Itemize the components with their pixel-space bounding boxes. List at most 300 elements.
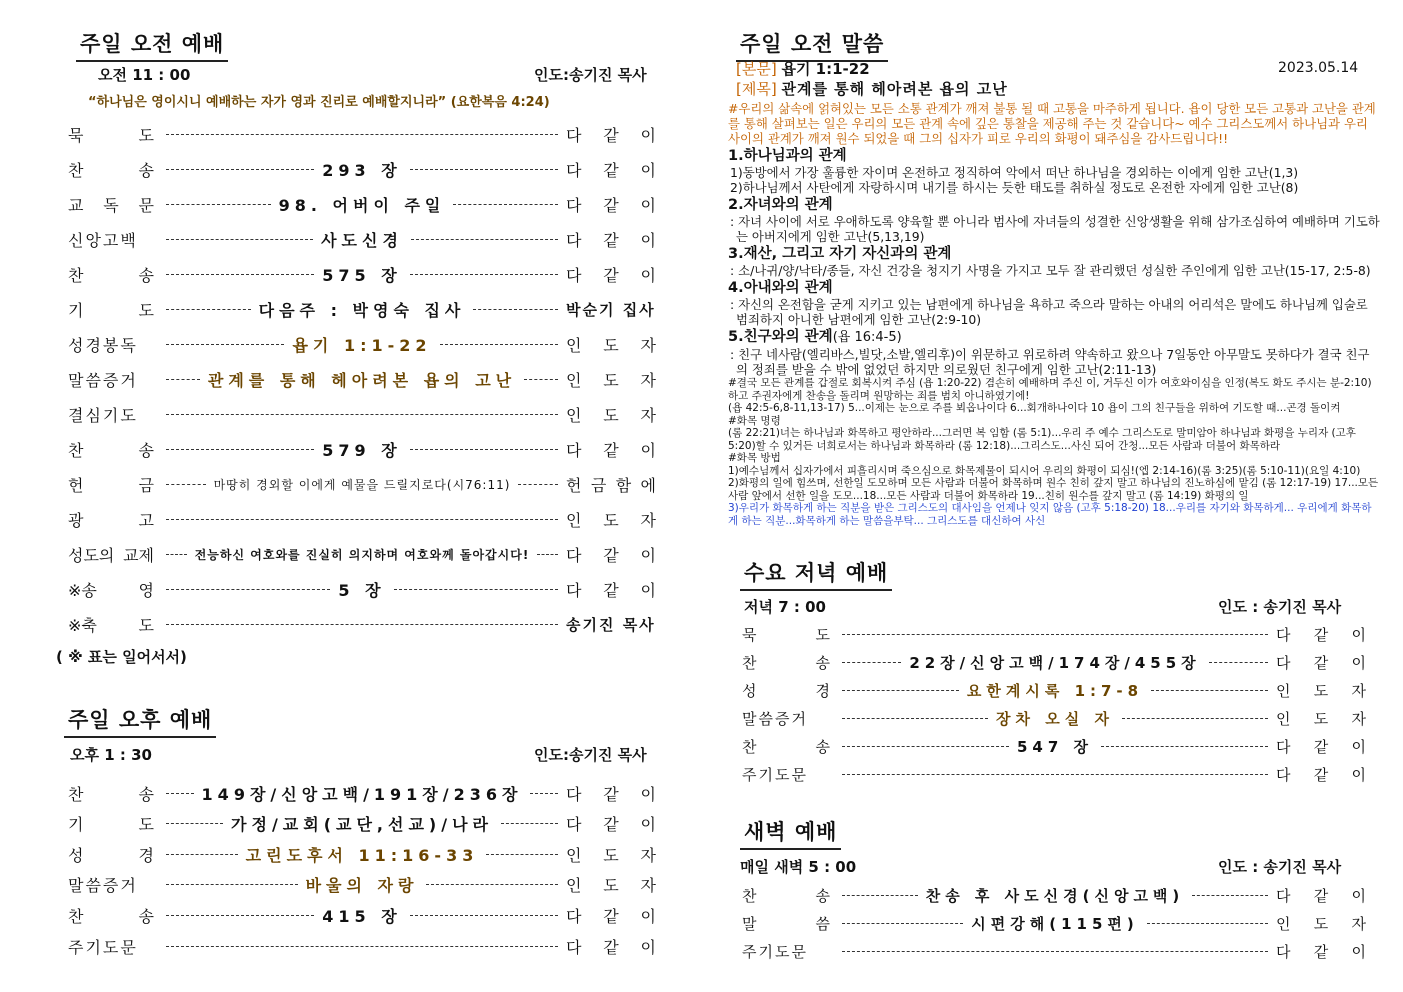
order-label-part: 교제 — [123, 545, 154, 565]
order-row — [742, 623, 1366, 645]
point-line: 1)동방에서 가장 훌륭한 자이며 온전하고 정직하여 악에서 떠난 하나님을 경외하는 이에게 임한 고난(1,3) — [730, 165, 1299, 180]
order-label — [68, 298, 162, 321]
order-label-part: 도 — [138, 815, 154, 835]
order-responder — [562, 123, 656, 146]
order-row — [742, 707, 1366, 729]
order-label-part: 찬 — [68, 784, 84, 804]
order-label-part: 교 — [68, 195, 84, 215]
order-responder — [1272, 680, 1366, 701]
order-content — [162, 782, 562, 805]
responder-char: 같 — [603, 440, 619, 460]
sermon-note: 2)화평의 일에 힘쓰며, 선한일 도모하며 모든 사람과 더불어 화목하며 원수 친히 갚지 말고 하나님의 진노하심에 맡김 (롬 12:17-19) 17...모든 사람 앞에서 선한 일을 도모...18...모든 사람과 더불어 화목하라 19...친히 원수를 갚지 말고 (롬 14:19) 화평의 일 — [728, 477, 1379, 502]
responder-char: 이 — [1351, 737, 1366, 756]
dashed-leader — [524, 379, 558, 380]
order-label-part: 송 — [138, 906, 154, 926]
responder-char: 이 — [640, 906, 656, 926]
dashed-leader — [842, 718, 988, 719]
dashed-leader — [501, 823, 558, 824]
sermon-subject: 관계를 통해 헤아려본 욥의 고난 — [781, 80, 1008, 98]
order-content — [162, 843, 562, 866]
order-label-part: 독 — [103, 195, 119, 215]
dashed-leader — [1192, 895, 1268, 896]
dashed-leader — [1147, 923, 1268, 924]
order-row — [68, 903, 656, 927]
responder-char: 다 — [1276, 765, 1291, 784]
order-row — [68, 122, 656, 146]
responder-char: 다 — [566, 265, 582, 285]
point-line: 2)하나님께서 사탄에게 자랑하시며 내기를 하시는 듯한 태도를 취하실 정도로 온전한 자에게 임한 고난(8) — [730, 180, 1299, 195]
order-label-part: 씀 — [815, 914, 830, 933]
order-responder — [562, 193, 656, 216]
order-row — [68, 542, 656, 566]
responder-char: 도 — [603, 876, 619, 896]
responder-char: 다 — [1276, 886, 1291, 905]
order-label-part: 찬 — [68, 160, 84, 180]
order-row — [68, 873, 656, 897]
order-item: 고린도후서 11:16-33 — [245, 845, 479, 865]
morning-leader: 인도:송기진 목사 — [534, 66, 647, 84]
order-row — [742, 884, 1366, 906]
afternoon-leader: 인도:송기진 목사 — [534, 746, 647, 764]
order-label-part: 말씀증거 — [68, 876, 138, 896]
sermon-note: (욥 42:5-6,8-11,13-17) 5...이제는 눈으로 주를 뵈옵나이다 6...회개하나이다 10 욥이 그의 친구들을 위하여 기도할 때...곤경 돌이켜 — [728, 402, 1341, 414]
responder-char: 인 — [1276, 914, 1291, 933]
dashed-leader — [166, 915, 314, 916]
responder-char: 자 — [640, 370, 656, 390]
responder-char: 다 — [1276, 737, 1291, 756]
order-label — [742, 941, 838, 962]
order-label — [742, 764, 838, 785]
order-label — [742, 736, 838, 757]
responder-char: 같 — [603, 230, 619, 250]
order-row — [68, 367, 656, 391]
dashed-leader — [842, 895, 918, 896]
point-heading: 1.하나님과의 관계 — [728, 148, 847, 164]
dashed-leader — [842, 774, 1268, 775]
point-heading-ref: (욥 16:4-5) — [832, 330, 902, 345]
dashed-leader — [166, 854, 238, 855]
dashed-leader — [166, 309, 251, 310]
order-responder — [562, 403, 656, 426]
order-label — [68, 543, 162, 566]
order-content — [838, 680, 1272, 701]
order-row — [742, 763, 1366, 785]
order-label — [68, 123, 162, 146]
dashed-leader — [411, 239, 558, 240]
responder-char: 자 — [640, 845, 656, 865]
scripture-line — [736, 58, 870, 79]
order-responder — [562, 873, 656, 896]
order-content — [162, 368, 562, 391]
dashed-leader — [166, 554, 187, 555]
dashed-leader — [1122, 718, 1268, 719]
order-row — [68, 262, 656, 286]
responder-char: 인 — [566, 405, 582, 425]
order-label-part: ※송 — [68, 580, 97, 600]
order-label-part: ※축 — [68, 615, 97, 635]
responder-char: 이 — [640, 545, 656, 565]
order-row — [742, 651, 1366, 673]
order-label-part: 도 — [138, 300, 154, 320]
order-responder — [562, 935, 656, 958]
order-content — [162, 624, 562, 625]
point-heading: 4.아내와의 관계 — [728, 280, 833, 296]
order-row — [68, 297, 656, 321]
order-label-part: 송 — [815, 737, 830, 756]
responder-char: 도 — [1313, 914, 1329, 933]
order-item: 찬송 후 사도신경(신앙고백) — [925, 886, 1185, 905]
order-label-part: 광 — [68, 510, 84, 530]
dashed-leader — [473, 309, 558, 310]
dashed-leader — [394, 589, 558, 590]
order-label-part: 고 — [138, 510, 154, 530]
sermon-outline — [728, 101, 1380, 527]
order-item: 장차 오실 자 — [996, 709, 1114, 728]
responder-char: 같 — [603, 784, 619, 804]
dashed-leader — [410, 274, 558, 275]
responder-char: 자 — [640, 510, 656, 530]
order-label — [68, 935, 162, 958]
responder-char: 같 — [1313, 886, 1329, 905]
responder-char: 도 — [603, 845, 619, 865]
order-label — [68, 333, 162, 356]
dashed-leader — [410, 449, 558, 450]
responder-char: 에 — [640, 475, 656, 495]
order-content — [838, 652, 1272, 673]
responder-char: 이 — [640, 265, 656, 285]
order-row — [68, 612, 656, 636]
order-responder — [562, 782, 656, 805]
wednesday-time: 저녁 7 : 00 — [744, 598, 826, 616]
order-item: 바울의 자랑 — [305, 876, 419, 896]
responder-char: 같 — [1313, 653, 1329, 672]
order-label — [68, 403, 162, 426]
order-responder — [562, 158, 656, 181]
order-label-part: 결심기도 — [68, 405, 138, 425]
order-item: 5 장 — [338, 580, 386, 600]
responder-char: 이 — [1351, 942, 1366, 961]
order-label-part: 송 — [138, 160, 154, 180]
order-label-part: 말씀증거 — [742, 709, 808, 728]
responder-char: 같 — [603, 160, 619, 180]
dashed-leader — [842, 746, 1009, 747]
order-label-part: 찬 — [68, 906, 84, 926]
order-label-part: 송 — [138, 440, 154, 460]
sermon-note: 1)예수님께서 십자가에서 피흘리시며 죽으심으로 화목제물이 되시어 우리의 화평이 되심!(엡 2:14-16)(롬 3:25)(롬 5:10-11)(요일 4:10) — [728, 464, 1361, 477]
order-content — [162, 134, 562, 135]
responder-char: 같 — [603, 125, 619, 145]
order-label — [68, 473, 162, 496]
order-content — [162, 812, 562, 835]
point-line: : 자녀 사이에 서로 우애하도록 양육할 뿐 아니라 범사에 자녀들의 성결한 신앙생활을 위해 삼가조심하여 예배하며 기도하는 아버지에게 임한 고난(5,13,19) — [730, 214, 1380, 244]
order-content — [162, 476, 562, 493]
dashed-leader — [166, 884, 298, 885]
responder-char: 같 — [603, 937, 619, 957]
responder-char: 같 — [1313, 765, 1329, 784]
dashed-leader — [166, 414, 558, 415]
responder-char: 같 — [603, 815, 619, 835]
order-responder — [1272, 913, 1366, 934]
responder-char: 다 — [566, 545, 582, 565]
point-line: : 친구 네사람(엘리바스,빌닷,소발,엘리후)이 위문하고 위로하려 약속하고 왔으나 7일동안 아무말도 못하다가 결국 친구의 정죄를 받을 수 밖에 없었던 하지만 의로웠던 친구에게 임한 고난(2:11-13) — [730, 347, 1370, 377]
responder-char: 같 — [603, 195, 619, 215]
responder-char: 같 — [1313, 737, 1329, 756]
sermon-title: 주일 오전 말씀 — [736, 28, 888, 62]
order-responder — [562, 843, 656, 866]
sermon-note: (롬 22:21)너는 하나님과 화목하고 평안하라...그러면 복 임함 (롬 5:1)...우리 주 예수 그리스도로 말미암아 하나님과 화평을 누리자 (고후 5:20)할 수 있거든 너희로서는 하나님과 화목하라 (롬 12:18)...그리스도...사신 되어 간청...모든 사람과 더불어 화목하라 — [728, 427, 1356, 452]
responder-char: 자 — [640, 335, 656, 355]
responder-char: 도 — [603, 335, 619, 355]
responder-char: 자 — [1351, 681, 1366, 700]
order-item: 415 장 — [322, 906, 402, 926]
wednesday-service-title: 수요 저녁 예배 — [740, 557, 892, 591]
sermon-note: 3)우리가 화목하게 하는 직분을 받은 그리스도의 대사임을 언제나 잊지 않음 (고후 5:18-20) 18...우리를 자기와 화목하게... 우리에게 화목하게 하는 직분...화목하게 하는 말씀을부탁... 그리스도를 대신하여 사신 — [728, 502, 1372, 527]
dashed-leader — [166, 344, 284, 345]
order-label-part: 기 — [68, 815, 84, 835]
order-label-part: 주기도문 — [742, 942, 808, 961]
order-label-part: 주기도문 — [742, 765, 808, 784]
responder-char: 인 — [566, 370, 582, 390]
order-label-part: 묵 — [68, 125, 84, 145]
order-content — [162, 228, 562, 251]
order-content — [838, 885, 1272, 906]
order-responder — [1272, 885, 1366, 906]
order-item: 전능하신 여호와를 진실히 의지하며 여호와께 돌아갑시다! — [194, 547, 530, 562]
responder-char: 인 — [566, 876, 582, 896]
order-label-part: 주기도문 — [68, 937, 138, 957]
responder-char: 이 — [1351, 886, 1366, 905]
responder-char: 다 — [566, 815, 582, 835]
order-row — [68, 437, 656, 461]
responder-char: 인 — [566, 510, 582, 530]
responder-char: 함 — [615, 475, 632, 495]
order-content — [838, 634, 1272, 635]
dashed-leader — [166, 169, 314, 170]
order-content — [162, 158, 562, 181]
responder-char: 인 — [1276, 709, 1291, 728]
order-label — [68, 193, 162, 216]
order-content — [162, 546, 562, 563]
order-content — [838, 708, 1272, 729]
order-label — [68, 508, 162, 531]
dashed-leader — [166, 449, 314, 450]
order-label-part: 금 — [138, 475, 154, 495]
responder-char: 다 — [566, 125, 582, 145]
scripture-ref: 욥기 1:1-22 — [781, 60, 870, 78]
morning-service-title: 주일 오전 예배 — [76, 28, 228, 62]
subject-tag: [제목] — [736, 80, 777, 98]
order-content — [162, 519, 562, 520]
order-responder — [562, 368, 656, 391]
subject-line — [736, 78, 1008, 99]
sermon-note: #화목 명령 — [728, 414, 781, 427]
order-responder: 박순기 집사 — [566, 300, 656, 319]
order-item: 욥기 1:1-22 — [292, 335, 432, 355]
order-responder — [562, 812, 656, 835]
responder-char: 이 — [1351, 625, 1366, 644]
order-content — [162, 578, 562, 601]
point-heading: 3.재산, 그리고 자기 자신과의 관계 — [728, 246, 952, 262]
responder-char: 이 — [640, 125, 656, 145]
order-label-part: 송 — [815, 653, 830, 672]
order-responder — [1272, 624, 1366, 645]
responder-char: 같 — [1313, 625, 1329, 644]
order-label — [742, 708, 838, 729]
dashed-leader — [410, 915, 558, 916]
order-responder — [562, 438, 656, 461]
dashed-leader — [410, 169, 558, 170]
order-item: 시편강해(115편) — [971, 914, 1139, 933]
point-heading — [728, 328, 1380, 347]
order-responder — [562, 508, 656, 531]
order-row — [742, 679, 1366, 701]
responder-char: 자 — [1351, 914, 1366, 933]
order-label — [68, 904, 162, 927]
responder-char: 이 — [1351, 653, 1366, 672]
order-label-part: 말 — [742, 914, 757, 933]
responder-char: 다 — [1276, 625, 1291, 644]
order-row — [68, 781, 656, 805]
order-content — [162, 946, 562, 947]
order-responder — [1272, 736, 1366, 757]
order-label-part: 성 — [68, 845, 84, 865]
order-item: 575 장 — [322, 265, 402, 285]
dashed-leader — [166, 274, 314, 275]
dashed-leader — [1209, 662, 1268, 663]
dashed-leader — [842, 951, 1268, 952]
scripture-tag: [본문] — [736, 60, 777, 78]
order-row — [742, 735, 1366, 757]
responder-char: 인 — [1276, 681, 1291, 700]
order-item: 관계를 통해 헤아려본 욥의 고난 — [207, 370, 517, 390]
order-responder — [562, 263, 656, 286]
dashed-leader — [166, 239, 313, 240]
responder-char: 다 — [566, 160, 582, 180]
order-label — [742, 913, 838, 934]
order-label — [68, 782, 162, 805]
wednesday-leader: 인도 : 송기진 목사 — [1218, 598, 1342, 616]
order-label-part: 찬 — [742, 886, 757, 905]
order-label-part: 영 — [138, 580, 154, 600]
dashed-leader — [166, 379, 200, 380]
responder-char: 이 — [1351, 765, 1366, 784]
responder-char: 인 — [566, 335, 582, 355]
responder-char: 같 — [603, 265, 619, 285]
order-label — [742, 885, 838, 906]
order-label — [68, 438, 162, 461]
dashed-leader — [166, 519, 558, 520]
order-content — [838, 951, 1272, 952]
responder-char: 이 — [640, 815, 656, 835]
responder-char: 이 — [640, 580, 656, 600]
dawn-service-title: 새벽 예배 — [740, 816, 841, 850]
order-label-part: 송 — [138, 784, 154, 804]
order-row — [68, 577, 656, 601]
order-label — [742, 624, 838, 645]
responder-char: 자 — [640, 876, 656, 896]
order-content — [162, 904, 562, 927]
responder-char: 다 — [566, 906, 582, 926]
order-item: 547 장 — [1016, 737, 1094, 756]
order-label-part: 송 — [138, 265, 154, 285]
order-label-part: 성도의 — [68, 545, 115, 565]
responder-char: 다 — [566, 937, 582, 957]
order-responder: 송기진 목사 — [566, 615, 656, 634]
sermon-note: #화목 방법 — [728, 452, 781, 464]
responder-char: 다 — [1276, 942, 1291, 961]
order-label — [68, 812, 162, 835]
order-label — [68, 578, 162, 601]
order-item: 요한계시록 1:7-8 — [966, 681, 1144, 700]
responder-char: 같 — [1313, 942, 1329, 961]
order-row — [68, 934, 656, 958]
order-label-part: 문 — [138, 195, 154, 215]
dashed-leader — [166, 484, 206, 485]
order-label-part: 찬 — [68, 440, 84, 460]
dashed-leader — [166, 946, 558, 947]
order-item: 가정/교회(교단,선교)/나라 — [231, 815, 493, 835]
order-label — [68, 158, 162, 181]
order-item: 149장/신앙고백/191장/236장 — [201, 784, 523, 804]
sermon-note: #결국 모든 관계를 갑절로 회복시켜 주심 (욥 1:20-22) 겸손히 예배하며 주신 이, 거두신 이가 여호와이심을 인정(복도 화도 주시는 분-2:10)하고 주권자에게 찬송을 돌리며 원망하는 죄를 범치 아니하였기에! — [728, 377, 1372, 402]
order-row — [742, 940, 1366, 962]
responder-char: 헌 — [566, 475, 582, 495]
order-responder — [1272, 652, 1366, 673]
responder-char: 같 — [603, 906, 619, 926]
responder-char: 다 — [566, 580, 582, 600]
order-row — [68, 157, 656, 181]
order-label-part: 찬 — [742, 737, 757, 756]
responder-char: 다 — [566, 440, 582, 460]
order-row — [68, 472, 656, 496]
morning-verse: “하나님은 영이시니 예배하는 자가 영과 진리로 예배할지니라” (요한복음 4:24) — [88, 95, 550, 110]
order-label-part: 도 — [138, 615, 154, 635]
order-label-part: 헌 — [68, 475, 84, 495]
order-row — [742, 912, 1366, 934]
dashed-leader — [518, 484, 558, 485]
order-responder — [562, 473, 656, 496]
order-label-part: 말씀증거 — [68, 370, 138, 390]
order-item: 293 장 — [322, 160, 402, 180]
dawn-leader: 인도 : 송기진 목사 — [1218, 858, 1342, 876]
order-label-part: 송 — [815, 886, 830, 905]
order-content — [838, 736, 1272, 757]
order-label-part: 경 — [815, 681, 830, 700]
responder-char: 같 — [603, 580, 619, 600]
responder-char: 자 — [640, 405, 656, 425]
order-label — [68, 613, 162, 636]
order-label-part: 신앙고백 — [68, 230, 138, 250]
order-label-part: 찬 — [68, 265, 84, 285]
order-responder — [1272, 708, 1366, 729]
responder-char: 다 — [566, 230, 582, 250]
sermon-date: 2023.05.14 — [1278, 60, 1359, 76]
order-row — [68, 402, 656, 426]
dashed-leader — [486, 854, 558, 855]
responder-char: 도 — [1313, 709, 1329, 728]
order-label — [742, 652, 838, 673]
order-row — [68, 192, 656, 216]
order-label — [68, 263, 162, 286]
dashed-leader — [842, 690, 959, 691]
afternoon-service-title: 주일 오후 예배 — [64, 704, 216, 738]
standing-note: ( ※ 표는 일어서서) — [56, 648, 187, 666]
responder-char: 이 — [640, 440, 656, 460]
responder-char: 이 — [640, 784, 656, 804]
sermon-intro: #우리의 삶속에 얽혀있는 모든 소통 관계가 깨져 불통 될 때 고통을 마주하게 됩니다. 욥이 당한 모든 고통과 고난을 관계를 통해 살펴보는 일은 우리의 모든 관계 속에 깊은 통찰을 제공해 주는 것 같습니다~ 예수 그리스도께서 하나님과 우리 사이의 관계가 깨져 원수 되었을 때 그의 십자가 피로 우리의 화평이 돼주심을 감사드립니다!! — [728, 101, 1376, 146]
responder-char: 금 — [590, 475, 607, 495]
order-item: 579 장 — [322, 440, 402, 460]
